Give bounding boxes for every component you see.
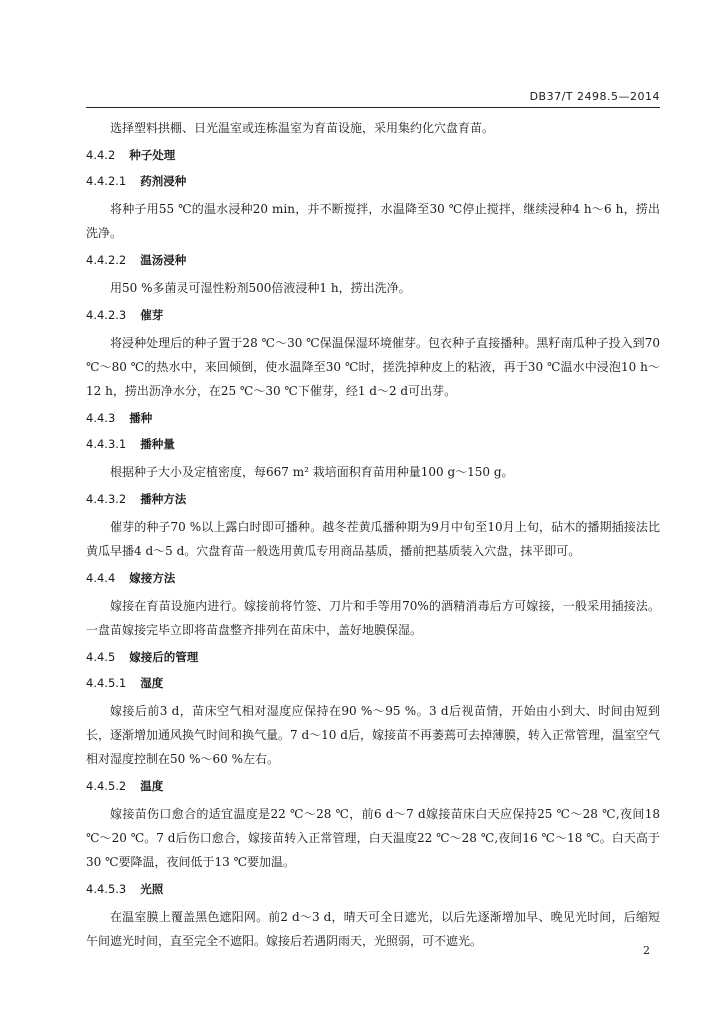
section-title: 种子处理 xyxy=(129,148,176,162)
document-code: DB37/T 2498.5—2014 xyxy=(529,90,660,103)
section-heading xyxy=(86,647,660,667)
section-number: 4.4.5.1 xyxy=(86,676,127,690)
section-heading xyxy=(86,568,660,588)
section-title: 光照 xyxy=(140,882,164,896)
section-number: 4.4.2 xyxy=(86,148,116,162)
section-number: 4.4.5.3 xyxy=(86,882,127,896)
section-title: 播种 xyxy=(129,411,153,425)
section-number: 4.4.4 xyxy=(86,571,116,585)
body-paragraph: 选择塑料拱棚、日光温室或连栋温室为育苗设施，采用集约化穴盘育苗。 xyxy=(110,121,495,135)
section-number: 4.4.2.2 xyxy=(86,253,127,267)
section-heading xyxy=(86,305,660,325)
header-rule xyxy=(86,107,660,108)
section-title: 嫁接方法 xyxy=(129,571,176,585)
section-title: 嫁接后的管理 xyxy=(129,650,199,664)
body-paragraph: 嫁接苗伤口愈合的适宜温度是22 ℃～28 ℃，前6 d～7 d嫁接苗床白天应保持25 ℃～28 ℃,夜间18 ℃～20 ℃。7 d后伤口愈合，嫁接苗转入正常管理，白天温度22 ℃～28 ℃,夜间16 ℃～18 ℃。白天高于30 ℃要降温，夜间低于13 ℃要加温。 xyxy=(86,807,660,869)
body-paragraph: 催芽的种子70 %以上露白时即可播种。越冬茬黄瓜播种期为9月中旬至10月上旬，砧木的播期插接法比黄瓜早播4 d～5 d。穴盘育苗一般选用黄瓜专用商品基质，播前把基质装入穴盘，抹平即可。 xyxy=(86,520,660,558)
section-heading xyxy=(86,250,660,270)
section-title: 播种量 xyxy=(140,437,175,451)
body-paragraph: 嫁接在育苗设施内进行。嫁接前将竹签、刀片和手等用70%的酒精消毒后方可嫁接，一般采用插接法。一盘苗嫁接完毕立即将苗盘整齐排列在苗床中，盖好地膜保湿。 xyxy=(86,599,660,637)
section-heading xyxy=(86,776,660,796)
section-heading xyxy=(86,673,660,693)
section-heading xyxy=(86,145,660,165)
section-number: 4.4.3 xyxy=(86,411,116,425)
body-paragraph: 根据种子大小及定植密度，每667 m² 栽培面积育苗用种量100 g～150 g。 xyxy=(110,465,514,479)
section-number: 4.4.5 xyxy=(86,650,116,664)
section-number: 4.4.3.1 xyxy=(86,437,127,451)
section-title: 温汤浸种 xyxy=(140,253,187,267)
section-heading xyxy=(86,408,660,428)
section-heading xyxy=(86,879,660,899)
section-number: 4.4.2.3 xyxy=(86,308,127,322)
section-title: 湿度 xyxy=(140,676,164,690)
document-body xyxy=(86,116,660,958)
section-title: 播种方法 xyxy=(140,492,187,506)
section-title: 药剂浸种 xyxy=(140,174,187,188)
body-paragraph: 在温室膜上覆盖黑色遮阳网。前2 d～3 d，晴天可全日遮光，以后先逐渐增加早、晚见光时间，后缩短午间遮光时间，直至完全不遮阳。嫁接后若遇阴雨天，光照弱，可不遮光。 xyxy=(86,910,660,948)
page-number: 2 xyxy=(643,944,650,957)
section-heading xyxy=(86,171,660,191)
section-number: 4.4.5.2 xyxy=(86,779,127,793)
section-title: 温度 xyxy=(140,779,164,793)
section-heading xyxy=(86,434,660,454)
section-title: 催芽 xyxy=(140,308,164,322)
body-paragraph: 用50 %多菌灵可湿性粉剂500倍液浸种1 h，捞出洗净。 xyxy=(110,281,411,295)
section-number: 4.4.3.2 xyxy=(86,492,127,506)
body-paragraph: 嫁接后前3 d，苗床空气相对湿度应保持在90 %～95 %。3 d后视苗情，开始由小到大、时间由短到长，逐渐增加通风换气时间和换气量。7 d～10 d后，嫁接苗不再萎蔫可去掉薄膜，转入正常管理，温室空气相对湿度控制在50 %～60 %左右。 xyxy=(86,704,660,766)
section-heading xyxy=(86,489,660,509)
section-number: 4.4.2.1 xyxy=(86,174,127,188)
body-paragraph: 将种子用55 ℃的温水浸种20 min，并不断搅拌，水温降至30 ℃停止搅拌，继续浸种4 h～6 h，捞出洗净。 xyxy=(86,202,660,240)
body-paragraph: 将浸种处理后的种子置于28 ℃～30 ℃保温保湿环境催芽。包衣种子直接播种。黑籽南瓜种子投入到70 ℃～80 ℃的热水中，来回倾倒，使水温降至30 ℃时，搓洗掉种皮上的粘液，再于30 ℃温水中浸泡10 h～12 h，捞出沥净水分，在25 ℃～30 ℃下催芽，经1 d～2 d可出芽。 xyxy=(86,336,660,398)
